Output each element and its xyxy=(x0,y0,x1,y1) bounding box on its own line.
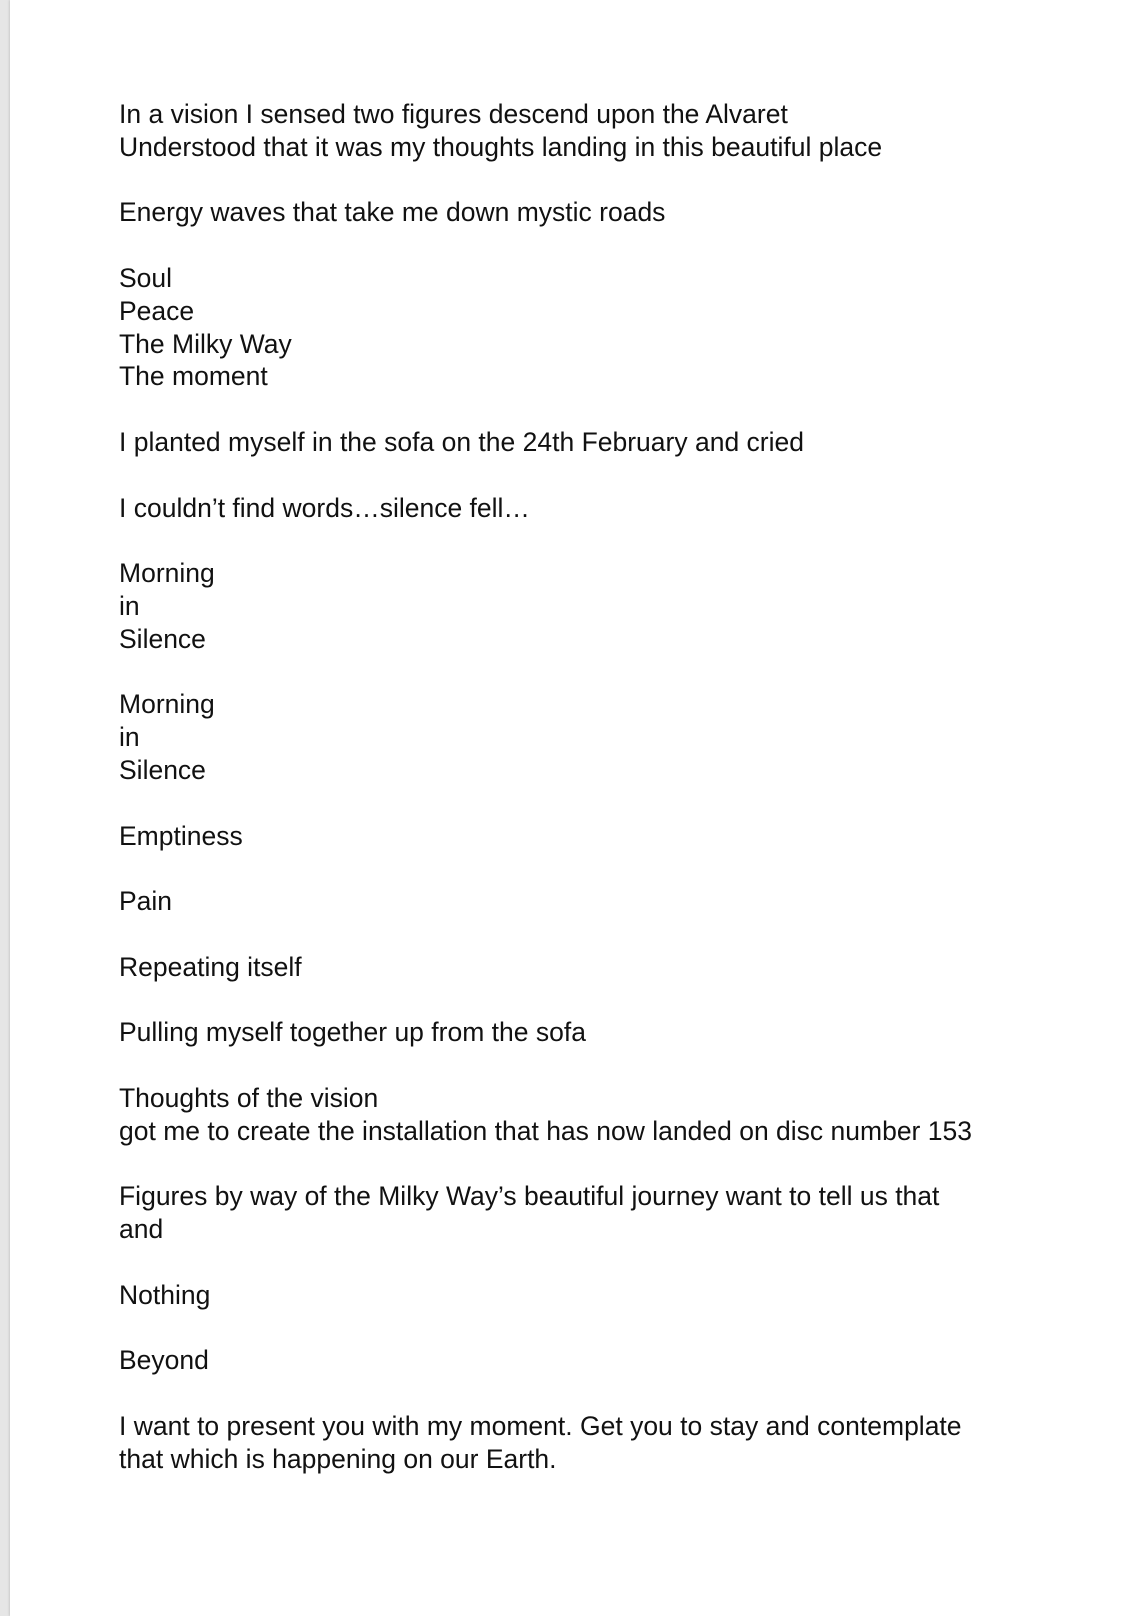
poem-line: Silence xyxy=(119,623,206,654)
poem-line: Pulling myself together up from the sofa xyxy=(119,1017,586,1048)
stanza-8 xyxy=(119,820,1119,853)
poem-line: Soul xyxy=(119,262,173,293)
stanza-4 xyxy=(119,426,1119,459)
stanza-5 xyxy=(119,492,1119,525)
stanza-15 xyxy=(119,1344,1119,1377)
stanza-11 xyxy=(119,1016,1119,1049)
poem-line: Pain xyxy=(119,886,173,917)
stanza-16 xyxy=(119,1410,1119,1476)
poem-line: and xyxy=(119,1214,164,1245)
poem-line: Understood that it was my thoughts landing in this beautiful place xyxy=(119,131,883,162)
document-page xyxy=(10,0,1148,1616)
poem-line: In a vision I sensed two figures descend upon the Alvaret xyxy=(119,99,788,129)
poem-line: in xyxy=(119,590,140,621)
poem-line: Silence xyxy=(119,754,206,785)
stanza-12 xyxy=(119,1082,1119,1148)
poem-line: Figures by way of the Milky Way’s beautiful journey want to tell us that xyxy=(119,1181,940,1212)
poem-line: Thoughts of the vision xyxy=(119,1082,379,1113)
poem-line: Morning xyxy=(119,558,215,589)
poem-line: Morning xyxy=(119,689,215,720)
stanza-2 xyxy=(119,196,1119,229)
poem-line: I want to present you with my moment. Get you to stay and contemplate xyxy=(119,1410,962,1441)
stanza-1 xyxy=(119,98,1119,164)
poem-line: I planted myself in the sofa on the 24th February and cried xyxy=(119,426,804,457)
stanza-10 xyxy=(119,951,1119,984)
poem-line: Energy waves that take me down mystic roads xyxy=(119,197,666,228)
stanza-13 xyxy=(119,1180,1119,1246)
poem-line: Peace xyxy=(119,295,195,326)
stanza-9 xyxy=(119,885,1119,918)
poem-line: Nothing xyxy=(119,1279,211,1310)
poem-line: that which is happening on our Earth. xyxy=(119,1443,557,1474)
stanza-14 xyxy=(119,1279,1119,1312)
poem-line: The Milky Way xyxy=(119,328,292,359)
poem-text xyxy=(119,98,1119,1508)
stanza-7 xyxy=(119,688,1119,786)
poem-line: The moment xyxy=(119,361,268,392)
poem-line: Beyond xyxy=(119,1345,209,1376)
poem-line: in xyxy=(119,722,140,753)
poem-line: got me to create the installation that has now landed on disc number 153 xyxy=(119,1115,972,1146)
stanza-6 xyxy=(119,557,1119,655)
poem-line: Repeating itself xyxy=(119,951,302,982)
poem-line: I couldn’t find words…silence fell… xyxy=(119,492,530,523)
poem-line: Emptiness xyxy=(119,820,243,851)
stanza-3 xyxy=(119,262,1119,393)
